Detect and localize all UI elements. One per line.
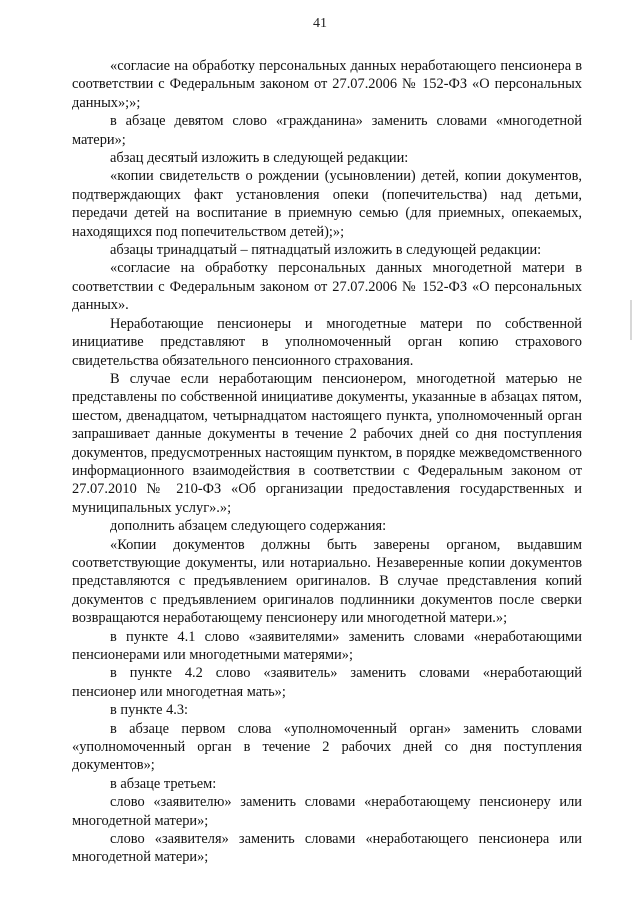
paragraph: в пункте 4.3: xyxy=(110,702,189,719)
paragraph: слово «заявителя» заменить словами «неработающего пенсионера или многодетной матери»; xyxy=(72,831,582,866)
paragraph: «согласие на обработку персональных данных неработающего пенсионера в соответствии с Федеральным законом от 27.07.2006 № 152-ФЗ «О персональных данных»;»; xyxy=(72,58,582,111)
paragraph: «копии свидетельств о рождении (усыновлении) детей, копии документов, подтверждающих факт установления опеки (попечительства) над детьми, передачи детей на воспитание в приемную семью (для приемных, опекаемых, находящихся под попечительством детей);»; xyxy=(72,168,582,240)
page-number: 41 xyxy=(313,16,327,31)
scan-artifact xyxy=(630,300,632,340)
paragraph: абзац десятый изложить в следующей редакции: xyxy=(110,150,409,167)
document-body xyxy=(72,57,582,867)
paragraph: дополнить абзацем следующего содержания: xyxy=(110,518,387,535)
paragraph: «согласие на обработку персональных данных многодетной матери в соответствии с Федеральным законом от 27.07.2006 № 152-ФЗ «О персональных данных». xyxy=(72,260,582,314)
paragraph: в абзаце девятом слово «гражданина» заменить словами «многодетной матери»; xyxy=(72,113,582,148)
paragraph: в абзаце третьем: xyxy=(110,775,217,792)
paragraph: «Копии документов должны быть заверены органом, выдавшим соответствующие документы, или нотариально. Незаверенные копии документов представляются с предъявлением оригиналов. В случае представления копий документов с предъявлением оригиналов подлинники документов после сверки возвращаются неработающему пенсионеру или многодетной матери.»; xyxy=(72,536,582,627)
paragraph: В случае если неработающим пенсионером, многодетной матерью не представлены по собственной инициативе документы, указанные в абзацах пятом, шестом, двенадцатом, четырнадцатом настоящего пункта, уполномоченный орган запрашивает данные документы в течение 2 рабочих дней со дня поступления документов, предусмотренных настоящим пунктом, в порядке межведомственного информационного взаимодействия в соответствии с Федеральным законом от 27.07.2010 № 210-ФЗ «Об организации предоставления государственных и муниципальных услуг».»; xyxy=(72,370,582,516)
paragraph: абзацы тринадцатый – пятнадцатый изложить в следующей редакции: xyxy=(110,242,542,259)
paragraph: слово «заявителю» заменить словами «неработающему пенсионеру или многодетной матери»; xyxy=(72,794,582,829)
paragraph: в абзаце первом слова «уполномоченный орган» заменить словами «уполномоченный орган в течение 2 рабочих дней со дня поступления документов»; xyxy=(72,720,582,774)
paragraph: в пункте 4.2 слово «заявитель» заменить словами «неработающий пенсионер или многодетная мать»; xyxy=(72,665,582,700)
paragraph: Неработающие пенсионеры и многодетные матери по собственной инициативе представляют в уполномоченный орган копию страхового свидетельства обязательного пенсионного страхования. xyxy=(72,315,582,369)
paragraph: в пункте 4.1 слово «заявителями» заменить словами «неработающими пенсионерами или многодетными матерями»; xyxy=(72,628,582,663)
